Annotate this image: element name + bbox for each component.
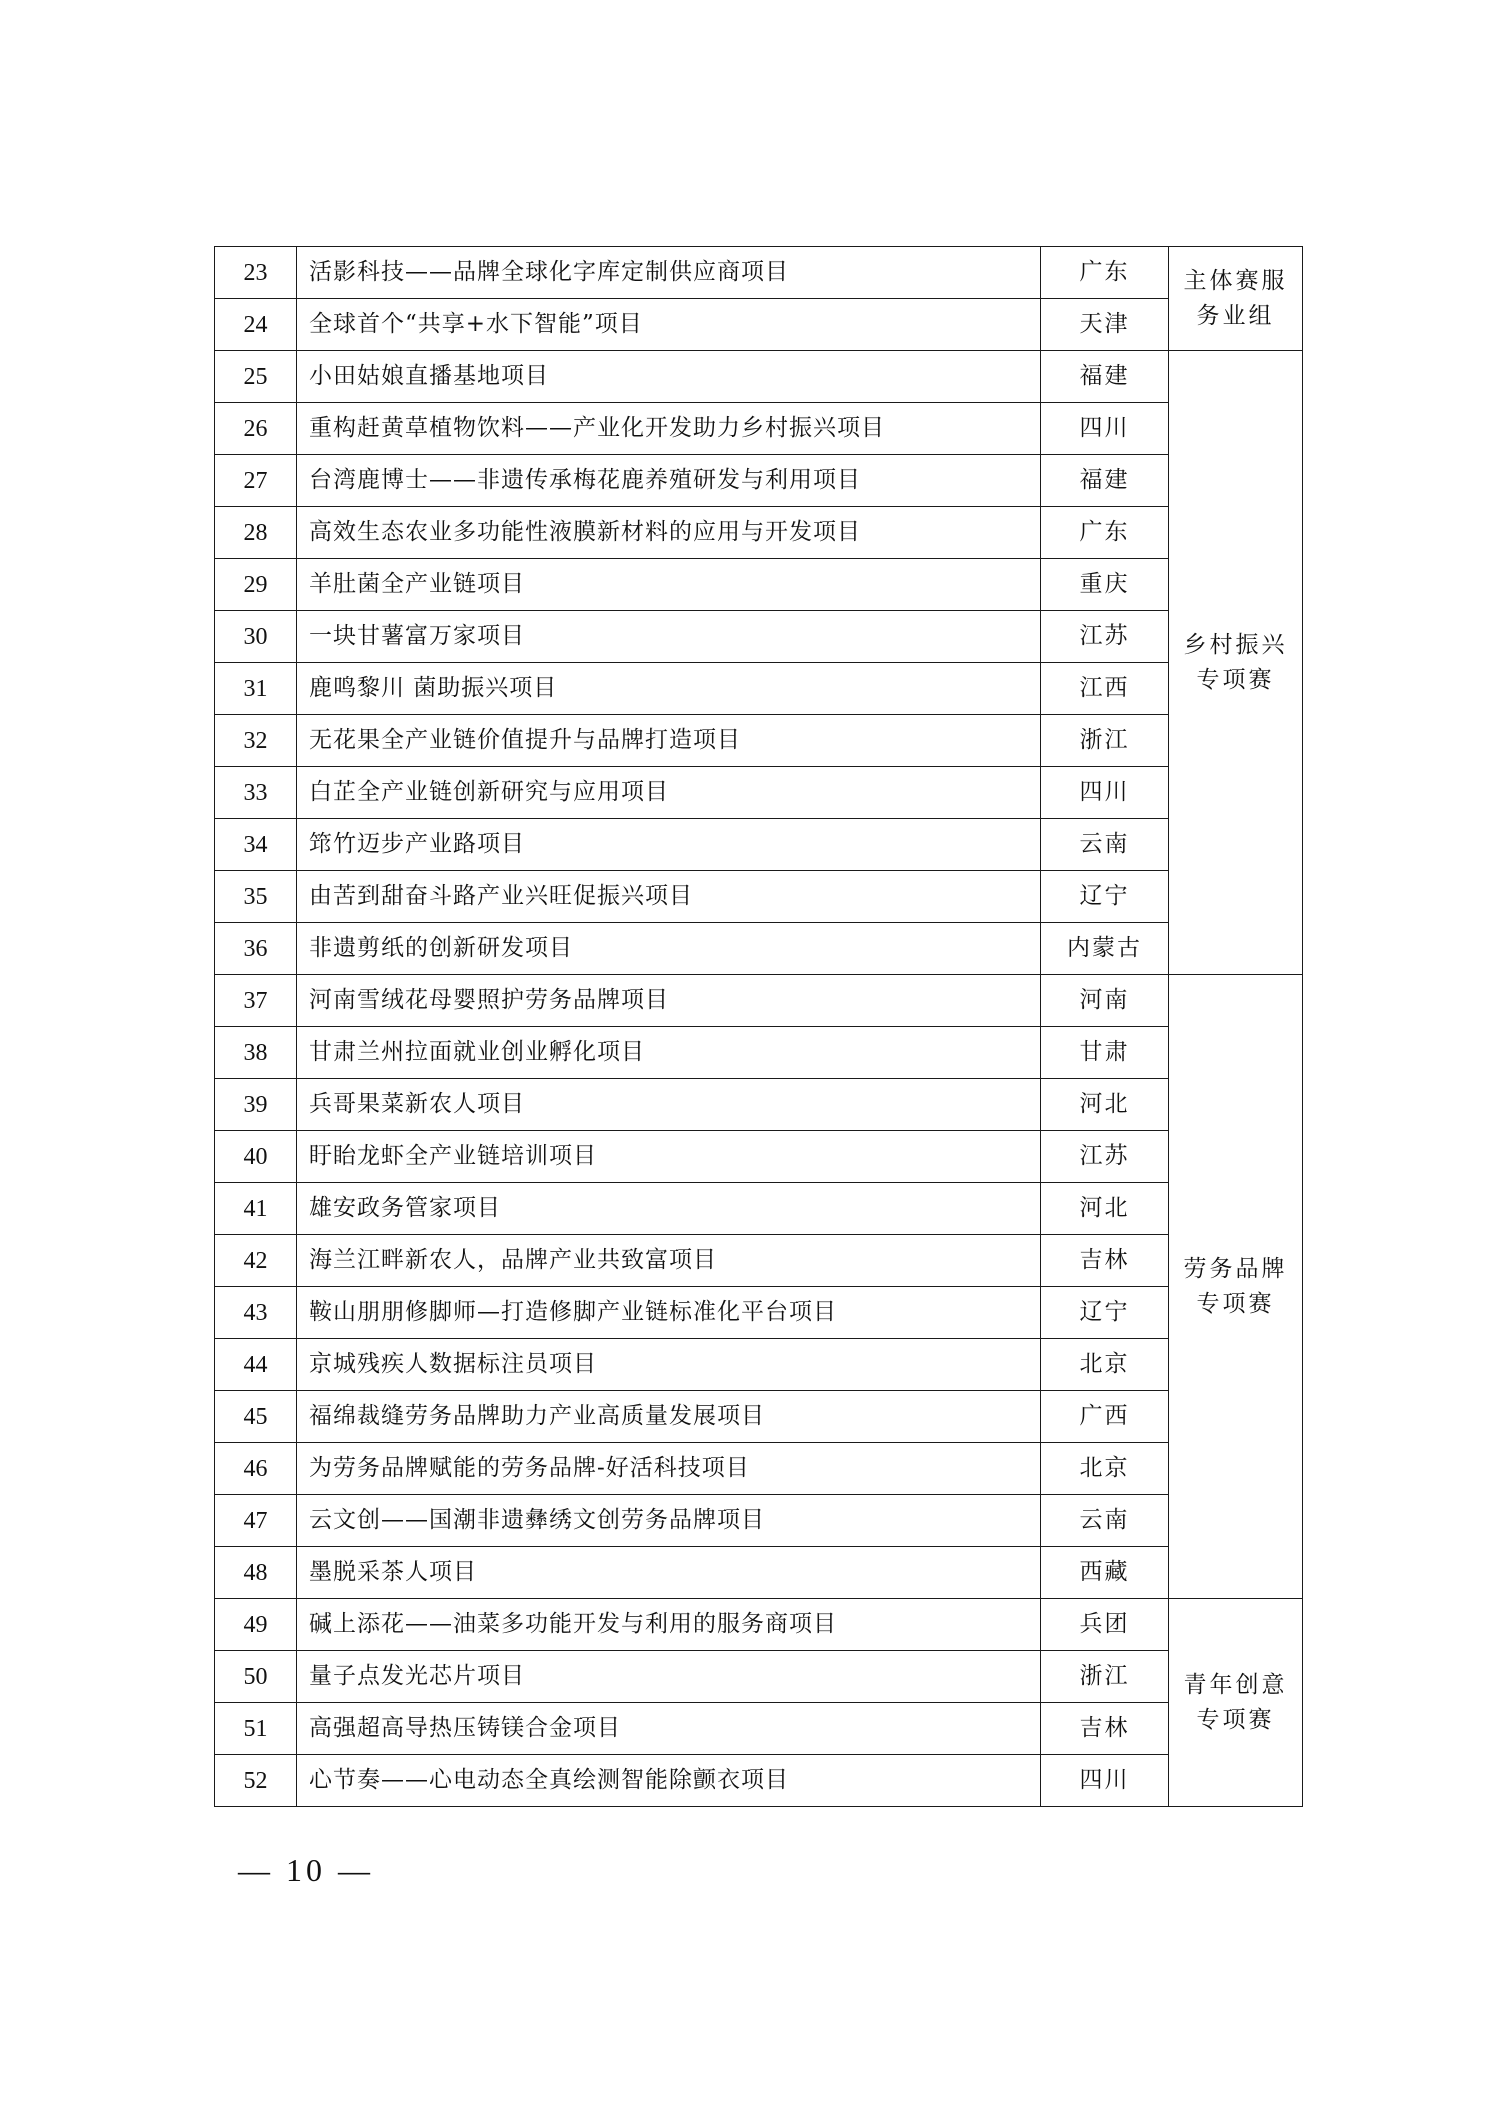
table-row	[215, 923, 1303, 975]
province: 四川	[1041, 403, 1169, 455]
province: 甘肃	[1041, 1027, 1169, 1079]
table-row	[215, 1495, 1303, 1547]
row-number: 38	[215, 1027, 297, 1079]
project-name: 盱眙龙虾全产业链培训项目	[297, 1131, 1041, 1183]
row-number: 24	[215, 299, 297, 351]
table-row	[215, 403, 1303, 455]
row-number: 32	[215, 715, 297, 767]
province: 广西	[1041, 1391, 1169, 1443]
table-row	[215, 1755, 1303, 1807]
province: 江西	[1041, 663, 1169, 715]
row-number: 50	[215, 1651, 297, 1703]
table-row	[215, 1131, 1303, 1183]
province: 江苏	[1041, 1131, 1169, 1183]
province: 辽宁	[1041, 1287, 1169, 1339]
project-name: 海兰江畔新农人，品牌产业共致富项目	[297, 1235, 1041, 1287]
row-number: 23	[215, 247, 297, 299]
project-name: 一块甘薯富万家项目	[297, 611, 1041, 663]
table-row	[215, 1235, 1303, 1287]
project-name: 台湾鹿博士——非遗传承梅花鹿养殖研发与利用项目	[297, 455, 1041, 507]
project-name: 为劳务品牌赋能的劳务品牌-好活科技项目	[297, 1443, 1041, 1495]
row-number: 48	[215, 1547, 297, 1599]
table-row	[215, 299, 1303, 351]
row-number: 40	[215, 1131, 297, 1183]
row-number: 47	[215, 1495, 297, 1547]
row-number: 52	[215, 1755, 297, 1807]
province: 福建	[1041, 455, 1169, 507]
project-name: 墨脱采茶人项目	[297, 1547, 1041, 1599]
province: 北京	[1041, 1443, 1169, 1495]
province: 北京	[1041, 1339, 1169, 1391]
table-row	[215, 611, 1303, 663]
table-body	[215, 247, 1303, 1807]
row-number: 51	[215, 1703, 297, 1755]
province: 四川	[1041, 1755, 1169, 1807]
table-row	[215, 247, 1303, 299]
province: 天津	[1041, 299, 1169, 351]
province: 云南	[1041, 819, 1169, 871]
province: 福建	[1041, 351, 1169, 403]
table-row	[215, 559, 1303, 611]
project-name: 非遗剪纸的创新研发项目	[297, 923, 1041, 975]
row-number: 42	[215, 1235, 297, 1287]
row-number: 45	[215, 1391, 297, 1443]
project-name: 活影科技——品牌全球化字库定制供应商项目	[297, 247, 1041, 299]
project-name: 量子点发光芯片项目	[297, 1651, 1041, 1703]
project-name: 高效生态农业多功能性液膜新材料的应用与开发项目	[297, 507, 1041, 559]
table-row	[215, 1651, 1303, 1703]
table-row	[215, 1079, 1303, 1131]
project-name: 小田姑娘直播基地项目	[297, 351, 1041, 403]
row-number: 30	[215, 611, 297, 663]
province: 广东	[1041, 247, 1169, 299]
province: 江苏	[1041, 611, 1169, 663]
table-row	[215, 1599, 1303, 1651]
province: 河南	[1041, 975, 1169, 1027]
table-row	[215, 1183, 1303, 1235]
province: 内蒙古	[1041, 923, 1169, 975]
row-number: 33	[215, 767, 297, 819]
table-row	[215, 663, 1303, 715]
project-name: 羊肚菌全产业链项目	[297, 559, 1041, 611]
table-row	[215, 819, 1303, 871]
row-number: 35	[215, 871, 297, 923]
row-number: 28	[215, 507, 297, 559]
project-name: 河南雪绒花母婴照护劳务品牌项目	[297, 975, 1041, 1027]
project-name: 高强超高导热压铸镁合金项目	[297, 1703, 1041, 1755]
row-number: 27	[215, 455, 297, 507]
table-row	[215, 871, 1303, 923]
row-number: 39	[215, 1079, 297, 1131]
row-number: 34	[215, 819, 297, 871]
row-number: 41	[215, 1183, 297, 1235]
project-name: 鞍山朋朋修脚师—打造修脚产业链标准化平台项目	[297, 1287, 1041, 1339]
competition-group: 乡村振兴专项赛	[1169, 351, 1303, 975]
competition-group: 主体赛服务业组	[1169, 247, 1303, 351]
province: 浙江	[1041, 1651, 1169, 1703]
row-number: 36	[215, 923, 297, 975]
project-name: 碱上添花——油菜多功能开发与利用的服务商项目	[297, 1599, 1041, 1651]
project-name: 全球首个“共享+水下智能”项目	[297, 299, 1041, 351]
project-name: 无花果全产业链价值提升与品牌打造项目	[297, 715, 1041, 767]
row-number: 29	[215, 559, 297, 611]
row-number: 49	[215, 1599, 297, 1651]
table-row	[215, 1391, 1303, 1443]
table-row	[215, 715, 1303, 767]
province: 四川	[1041, 767, 1169, 819]
province: 西藏	[1041, 1547, 1169, 1599]
province: 吉林	[1041, 1703, 1169, 1755]
province: 云南	[1041, 1495, 1169, 1547]
project-name: 雄安政务管家项目	[297, 1183, 1041, 1235]
project-name: 鹿鸣黎川 菌助振兴项目	[297, 663, 1041, 715]
table-row	[215, 1287, 1303, 1339]
province: 河北	[1041, 1183, 1169, 1235]
row-number: 44	[215, 1339, 297, 1391]
province: 吉林	[1041, 1235, 1169, 1287]
province: 广东	[1041, 507, 1169, 559]
project-name: 福绵裁缝劳务品牌助力产业高质量发展项目	[297, 1391, 1041, 1443]
project-name: 白芷全产业链创新研究与应用项目	[297, 767, 1041, 819]
table-row	[215, 1339, 1303, 1391]
province: 浙江	[1041, 715, 1169, 767]
project-name: 京城残疾人数据标注员项目	[297, 1339, 1041, 1391]
project-name: 云文创——国潮非遗彝绣文创劳务品牌项目	[297, 1495, 1041, 1547]
table-row	[215, 507, 1303, 559]
row-number: 31	[215, 663, 297, 715]
table-row	[215, 1027, 1303, 1079]
table-row	[215, 351, 1303, 403]
row-number: 43	[215, 1287, 297, 1339]
project-name: 筇竹迈步产业路项目	[297, 819, 1041, 871]
province: 河北	[1041, 1079, 1169, 1131]
table-row	[215, 1443, 1303, 1495]
project-name: 由苦到甜奋斗路产业兴旺促振兴项目	[297, 871, 1041, 923]
project-name: 重构赶黄草植物饮料——产业化开发助力乡村振兴项目	[297, 403, 1041, 455]
province: 重庆	[1041, 559, 1169, 611]
row-number: 46	[215, 1443, 297, 1495]
table-row	[215, 767, 1303, 819]
project-name: 心节奏——心电动态全真绘测智能除颤衣项目	[297, 1755, 1041, 1807]
row-number: 26	[215, 403, 297, 455]
province: 辽宁	[1041, 871, 1169, 923]
row-number: 37	[215, 975, 297, 1027]
project-name: 甘肃兰州拉面就业创业孵化项目	[297, 1027, 1041, 1079]
project-list-table	[214, 246, 1303, 1807]
competition-group: 青年创意专项赛	[1169, 1599, 1303, 1807]
row-number: 25	[215, 351, 297, 403]
table-row	[215, 1703, 1303, 1755]
table-row	[215, 975, 1303, 1027]
competition-group: 劳务品牌专项赛	[1169, 975, 1303, 1599]
page-number: — 10 —	[238, 1852, 374, 1888]
province: 兵团	[1041, 1599, 1169, 1651]
project-name: 兵哥果菜新农人项目	[297, 1079, 1041, 1131]
table-row	[215, 1547, 1303, 1599]
table-row	[215, 455, 1303, 507]
